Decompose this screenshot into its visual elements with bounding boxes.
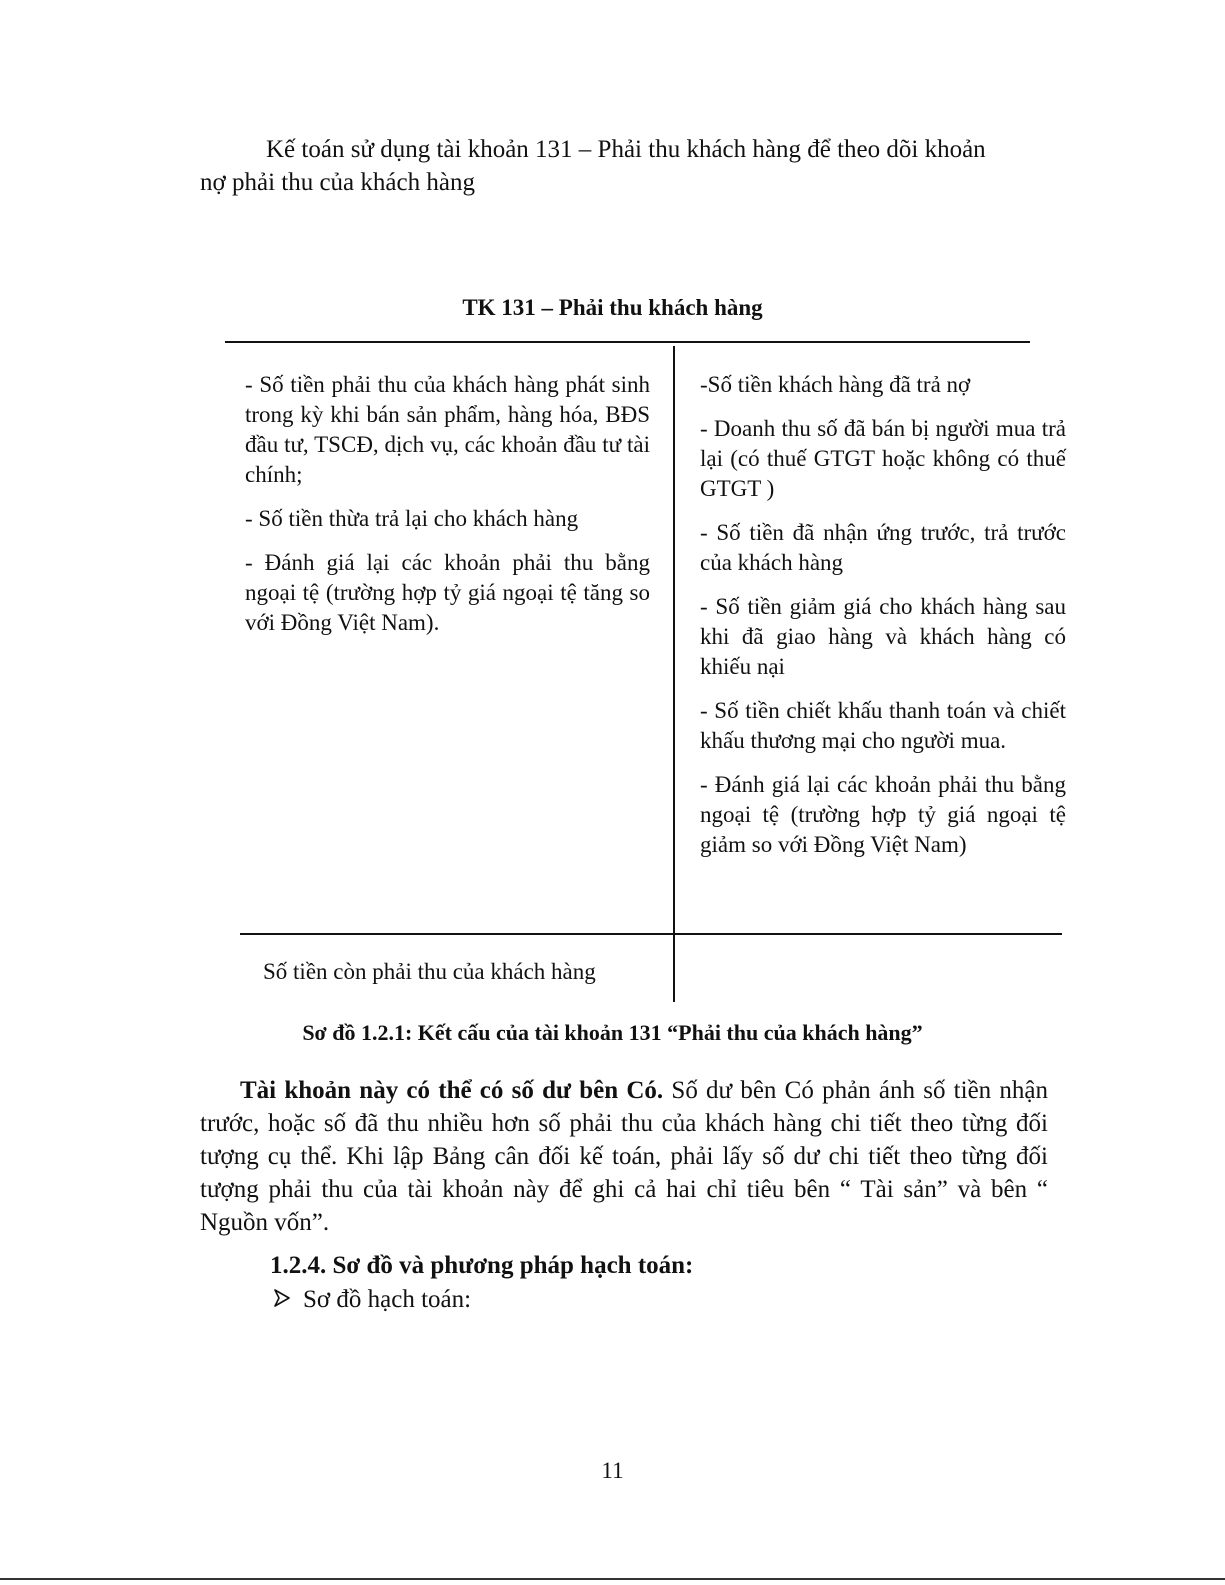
credit-item: - Số tiền chiết khấu thanh toán và chiết khấu thương mại cho người mua. — [700, 698, 1066, 753]
t-account-top-line — [225, 341, 1030, 343]
credit-item: - Doanh thu số đã bán bị người mua trả lại (có thuế GTGT hoặc không có thuế GTGT ) — [700, 416, 1066, 501]
note-bold-lead: Tài khoản này có thể có số dư bên Có. — [240, 1077, 664, 1104]
page-bottom-rule — [0, 1578, 1225, 1580]
t-account-title: TK 131 – Phải thu khách hàng — [462, 295, 763, 320]
credit-item: - Số tiền giảm giá cho khách hàng sau khi đã giao hàng và khách hàng có khiếu nại — [700, 594, 1066, 679]
intro-line-2: nợ phải thu của khách hàng — [200, 169, 475, 196]
debit-side — [245, 370, 650, 652]
debit-balance: Số tiền còn phải thu của khách hàng — [263, 959, 596, 984]
credit-side — [700, 370, 1066, 874]
debit-item: - Số tiền phải thu của khách hàng phát sinh trong kỳ khi bán sản phẩm, hàng hóa, BĐS đầu tư, TSCĐ, dịch vụ, các khoản đầu tư tài chính; — [245, 372, 650, 487]
figure-caption: Sơ đồ 1.2.1: Kết cấu của tài khoản 131 “Phải thu của khách hàng” — [302, 1020, 923, 1045]
intro-line-1: Kế toán sử dụng tài khoản 131 – Phải thu khách hàng để theo dõi khoản — [266, 136, 986, 163]
credit-item: - Số tiền đã nhận ứng trước, trả trước của khách hàng — [700, 520, 1066, 575]
credit-item: - Đánh giá lại các khoản phải thu bằng ngoại tệ (trường hợp tỷ giá ngoại tệ giảm so với Đồng Việt Nam) — [700, 772, 1066, 857]
section-heading: 1.2.4. Sơ đồ và phương pháp hạch toán: — [270, 1252, 694, 1279]
bullet-text: Sơ đồ hạch toán: — [303, 1286, 472, 1313]
note-paragraph — [200, 1074, 1048, 1239]
page-number: 11 — [601, 1458, 624, 1483]
arrow-bullet-icon — [273, 1286, 303, 1314]
debit-item: - Số tiền thừa trả lại cho khách hàng — [245, 506, 579, 531]
debit-item: - Đánh giá lại các khoản phải thu bằng ngoại tệ (trường hợp tỷ giá ngoại tệ tăng so với Đồng Việt Nam). — [245, 550, 650, 635]
note-text: Số dư bên Có phản ánh số tiền nhận trước, hoặc số đã thu nhiều hơn số phải thu của khách hàng chi tiết theo từng đối tượng cụ thể. Khi lập Bảng cân đối kế toán, phải lấy số dư chi tiết theo từng đối tượng phải thu của tài khoản này để ghi cả hai chỉ tiêu bên “ Tài sản” và bên “ Nguồn vốn”. — [200, 1077, 1048, 1236]
credit-item: -Số tiền khách hàng đã trả nợ — [700, 372, 971, 397]
t-account-vertical-line — [673, 346, 675, 1002]
t-account-balance-line — [240, 933, 1062, 935]
intro-paragraph — [200, 133, 1030, 199]
bullet-item — [273, 1286, 471, 1314]
